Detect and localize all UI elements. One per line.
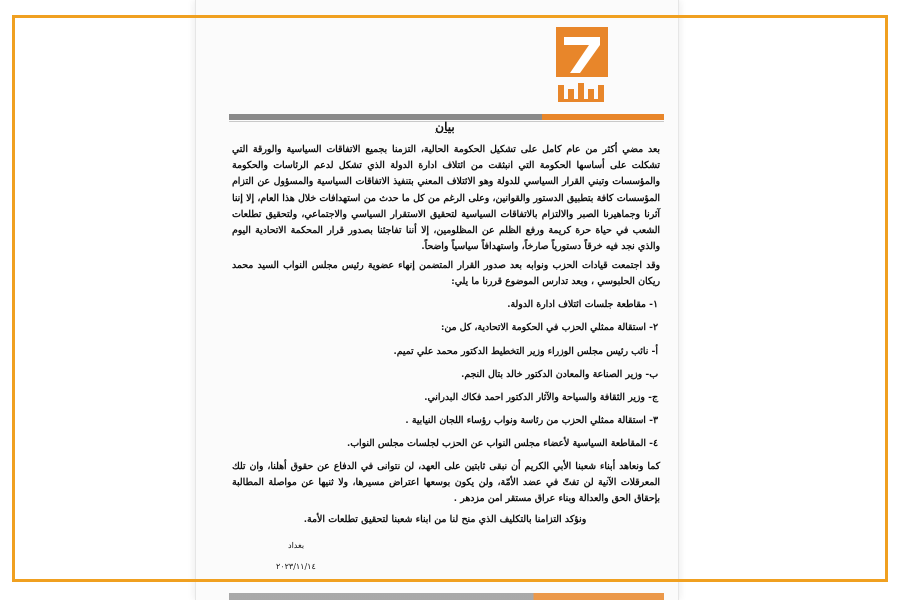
paragraph-meeting: وقد اجتمعت قيادات الحزب ونوابه بعد صدور القرار المتضمن إنهاء عضوية رئيس مجلس النواب السيد محمد ريكان الحلبوسي ، وبعد تدارس الموضوع قررنا ما يلي: [232, 260, 660, 288]
signature-place: بغداد [288, 541, 305, 550]
signature-date: ٢٠٢٣/١١/١٤ [276, 562, 316, 571]
decision-item: ١- مقاطعة جلسات ائتلاف ادارة الدولة. [507, 299, 658, 310]
decision-item: ٢- استقالة ممثلي الحزب في الحكومة الاتحادية، كل من: [440, 322, 658, 333]
decision-subitem: أ- نائب رئيس مجلس الوزراء وزير التخطيط الدكتور محمد علي تميم. [393, 346, 658, 357]
paragraph-pledge: كما ونعاهد أبناء شعبنا الأبي الكريم أن نبقى ثابتين على العهد، لن نتوانى في الدفاع عن حقوق أهلنا، وان تلك المعرقلات الآنية لن تفتّ في عضد الأمّة، ولن يكون بوسعها اعتراض مسيرها، ولا ثنيها عن مواصلة المطالبة بإحقاق الحق والعدالة وبناء عراق مستقر امن مزدهر . [232, 461, 660, 505]
party-logo [556, 27, 608, 107]
document-title: بيان [435, 120, 455, 134]
paragraph-intro: بعد مضي أكثر من عام كامل على تشكيل الحكومة الحالية، التزمنا بجميع الاتفاقات السياسية والورقة التي تشكلت على أساسها الحكومة التي انبثقت من ائتلاف ادارة الدولة الذي تشكل لدعم الرئاسات والحكومة والمؤسسات وتبني القرار السياسي للدولة وهو الائتلاف المعني بتنفيذ الاتفاقات السياسية والمسؤول عن التزام المؤسسات كافة بتطبيق الدستور والقوانين، وعلى الرغم من كل ما حدث من استهدافات خلال هذا العام، إلا إننا آثرنا وجماهيرنا الصبر والالتزام بالاتفاقات السياسية لتحقيق الاستقرار السياسي والاجتماعي، ولتحقيق تطلعات الشعب في حياة حرة كريمة ورفع الظلم عن المظلومين، إلا أننا تفاجئنا بصدور قرار المحكمة الاتحادية اليوم والذي نجد فيه خرقاً دستورياً صارخاً، واستهدافاً سياسياً واضحاً. [232, 144, 660, 253]
decision-item: ٣- استقالة ممثلي الحزب من رئاسة ونواب رؤساء اللجان النيابية . [405, 415, 658, 426]
decision-item: ٤- المقاطعة السياسية لأعضاء مجلس النواب عن الحزب لجلسات مجلس النواب. [347, 438, 658, 449]
closing-statement: ونؤكد التزامنا بالتكليف الذي منح لنا من ابناء شعبنا لتحقيق تطلعات الأمة. [303, 514, 587, 525]
decision-subitem: ج- وزير الثقافة والسياحة والآثار الدكتور احمد فكاك البدراني. [424, 392, 658, 403]
decision-subitem: ب- وزير الصناعة والمعادن الدكتور خالد بتال النجم. [461, 369, 658, 380]
next-page-header-strip [229, 593, 664, 600]
